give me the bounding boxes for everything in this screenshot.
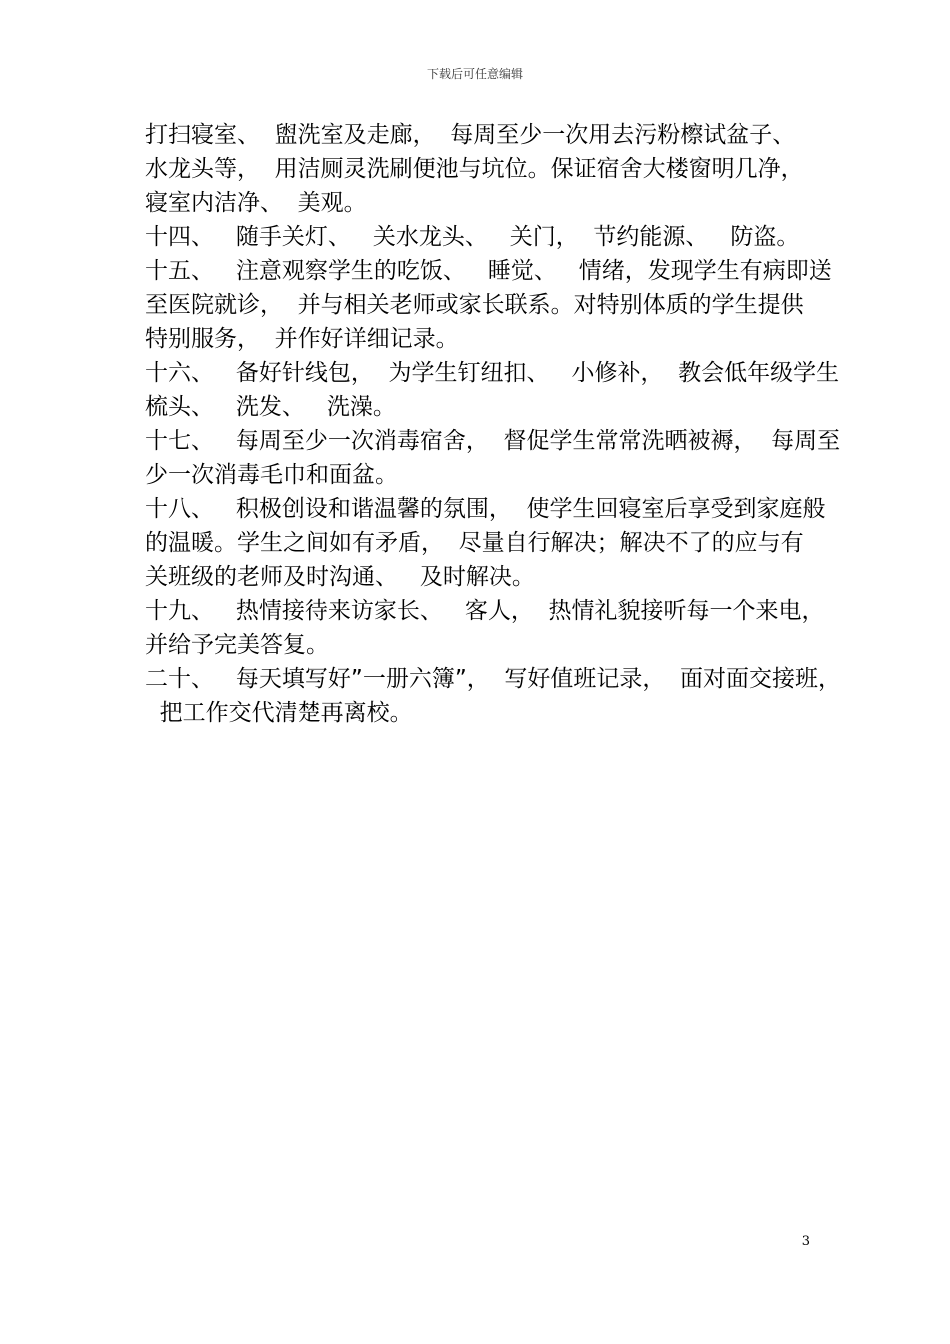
- text-line: 的温暖。学生之间如有矛盾， 尽量自行解决；解决不了的应与有: [145, 530, 804, 556]
- text-line: 十六、 备好针线包， 为学生钉纽扣、 小修补， 教会低年级学生: [145, 360, 840, 386]
- text-line: 梳头、 洗发、 洗澡。: [145, 394, 396, 420]
- text-line: 至医院就诊， 并与相关老师或家长联系。对特别体质的学生提供: [145, 292, 804, 318]
- text-line: 水龙头等， 用洁厕灵洗刷便池与坑位。保证宿舍大楼窗明几净，: [145, 156, 804, 182]
- text-line: 关班级的老师及时沟通、 及时解决。: [145, 564, 535, 590]
- text-line: 二十、 每天填写好”一册六簿”， 写好值班记录， 面对面交接班，: [145, 666, 842, 692]
- text-line: 寝室内洁净、 美观。: [145, 190, 367, 216]
- text-line: 十九、 热情接待来访家长、 客人， 热情礼貌接听每一个来电，: [145, 598, 825, 624]
- text-line: 并给予完美答复。: [145, 632, 329, 658]
- text-line: 十四、 随手关灯、 关水龙头、 关门， 节约能源、 防盗。: [145, 224, 800, 250]
- page-header: 下载后可任意编辑: [426, 67, 523, 81]
- text-line: 把工作交代清楚再离校。: [145, 700, 413, 726]
- document-body: [145, 118, 842, 730]
- text-line: 十七、 每周至少一次消毒宿舍， 督促学生常常洗晒被褥， 每周至: [145, 428, 841, 454]
- page-number: 3: [801, 1234, 810, 1249]
- text-line: 少一次消毒毛巾和面盆。: [145, 462, 398, 488]
- text-line: 特别服务， 并作好详细记录。: [145, 326, 459, 352]
- text-line: 十八、 积极创设和谐温馨的氛围， 使学生回寝室后享受到家庭般: [145, 496, 826, 522]
- text-line: 十五、 注意观察学生的吃饭、 睡觉、 情绪，发现学生有病即送: [145, 258, 832, 284]
- text-line: 打扫寝室、 盥洗室及走廊， 每周至少一次用去污粉檫试盆子、: [145, 122, 796, 148]
